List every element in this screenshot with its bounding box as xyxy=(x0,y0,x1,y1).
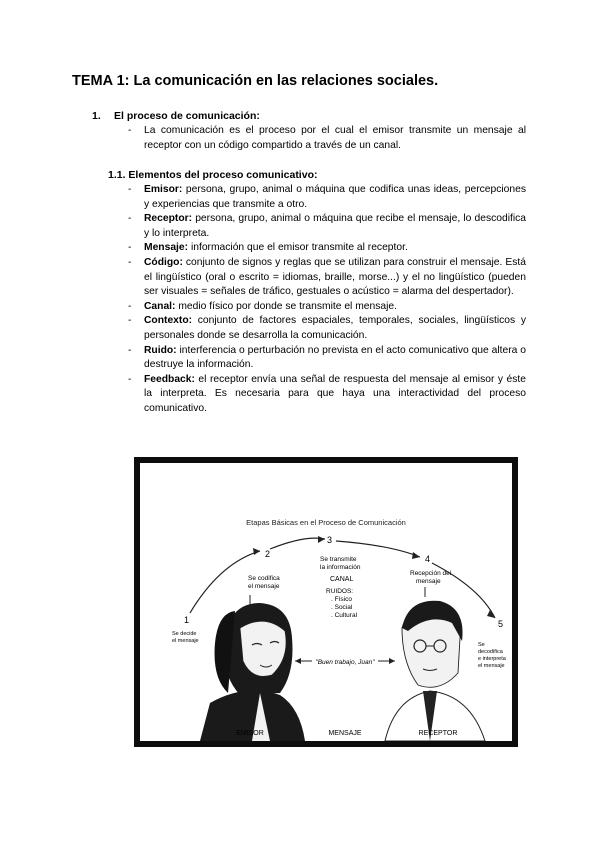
receptor-illustration xyxy=(385,601,485,741)
term-label: Emisor: xyxy=(144,184,183,195)
arc-segment-3 xyxy=(336,541,420,557)
label-mensaje: MENSAJE xyxy=(328,730,362,737)
section-heading-text: El proceso de comunicación: xyxy=(114,110,260,122)
list-item xyxy=(128,212,526,241)
step2-label-line2: el mensaje xyxy=(248,583,280,590)
ruido-type: . Cultural xyxy=(331,612,358,619)
label-emisor: EMISOR xyxy=(236,730,264,737)
arrowhead-icon xyxy=(318,536,325,543)
term-definition: información que el emisor transmite al receptor. xyxy=(188,242,408,254)
diagram-svg xyxy=(140,463,512,741)
ruido-type: . Social xyxy=(331,604,353,611)
term-definition: medio físico por donde se transmite el mensaje. xyxy=(175,300,397,312)
subsection-heading-elementos: 1.1. Elementos del proceso comunicativo: xyxy=(108,169,318,181)
term-definition: persona, grupo, animal o máquina que codifica unas ideas, percepciones y experiencias que transmite a otro. xyxy=(144,184,526,210)
step5-label-line3: e interpreta xyxy=(478,656,506,662)
section-heading-proceso xyxy=(92,110,260,122)
term-label: Canal: xyxy=(144,300,176,312)
arrowhead-icon xyxy=(253,548,260,555)
term-definition: interferencia o perturbación no prevista en el acto comunicativo que altera o destruye la información. xyxy=(144,344,526,371)
step3-label-line1: Se transmite xyxy=(320,556,357,563)
step5-label-line4: el mensaje xyxy=(478,663,505,669)
diagram-image xyxy=(140,463,512,741)
list-item xyxy=(128,256,526,300)
step-number-5: 5 xyxy=(498,619,504,629)
list-item xyxy=(128,300,526,315)
list-item xyxy=(128,183,526,212)
arrowhead-icon xyxy=(295,658,301,664)
term-label: Mensaje: xyxy=(144,242,189,254)
emisor-illustration xyxy=(200,603,305,741)
arrowhead-icon xyxy=(389,658,395,664)
term-label: Ruido: xyxy=(144,344,177,356)
section-number: 1. xyxy=(92,110,101,122)
list-item xyxy=(128,344,526,373)
step-number-2: 2 xyxy=(265,549,271,559)
list-item xyxy=(128,314,526,343)
step5-label-line1: Se xyxy=(478,642,485,648)
step4-label-line2: mensaje xyxy=(416,578,441,585)
step-number-1: 1 xyxy=(184,615,190,625)
communication-diagram-figure xyxy=(134,457,518,747)
term-label: Receptor: xyxy=(144,213,193,225)
term-definition: conjunto de signos y reglas que se utilizan para construir el mensaje. Está el lingüístico (oral o escrito = idiomas, braille, morse...) y el no lingüístico (pueden ser visuales = señales de tráfico, gestuales o acústico = alarma del despertador). xyxy=(144,256,526,298)
arc-segment-2 xyxy=(270,538,325,549)
step-number-3: 3 xyxy=(327,535,333,545)
label-receptor: RECEPTOR xyxy=(418,730,458,737)
term-definition: persona, grupo, animal o máquina que recibe el mensaje, lo descodifica y lo interpreta. xyxy=(144,213,526,239)
step1-label-line2: el mensaje xyxy=(172,638,199,644)
term-definition: el receptor envía una señal de respuesta del mensaje al emisor y éste la interpreta. Es necesaria para que haya una interactividad del proceso comunicativo. xyxy=(144,373,526,414)
ruidos-label: RUIDOS: xyxy=(326,588,354,595)
step1-label-line1: Se decide xyxy=(172,631,197,637)
speech-text: "Buen trabajo, Juan" xyxy=(315,659,375,666)
term-label: Contexto: xyxy=(144,315,193,327)
step-number-4: 4 xyxy=(425,554,431,564)
list-item: - La comunicación es el proceso por el cual el emisor transmite un mensaje al receptor con un código compartido a través de un canal. xyxy=(128,124,526,153)
term-definition: conjunto de factores espaciales, temporales, sociales, lingüísticos y personales donde se desarrolla la comunicación. xyxy=(144,315,526,341)
list-item xyxy=(128,373,526,417)
page-title: TEMA 1: La comunicación en las relaciones sociales. xyxy=(72,73,439,89)
step3-label-line2: la información xyxy=(320,564,361,571)
arrowhead-icon xyxy=(412,552,420,559)
list-item xyxy=(128,241,526,256)
step4-label-line1: Recepción del xyxy=(410,570,452,577)
step2-label-line1: Se codifica xyxy=(248,575,280,582)
term-label: Feedback: xyxy=(144,373,195,385)
elements-list xyxy=(128,183,526,417)
canal-label: CANAL xyxy=(330,576,354,583)
diagram-title: Etapas Básicas en el Proceso de Comunicación xyxy=(246,518,406,527)
step5-label-line2: decodifica xyxy=(478,649,503,655)
section-list-proceso xyxy=(128,124,526,153)
ruido-type: . Físico xyxy=(331,596,352,603)
term-label: Código: xyxy=(144,256,183,268)
